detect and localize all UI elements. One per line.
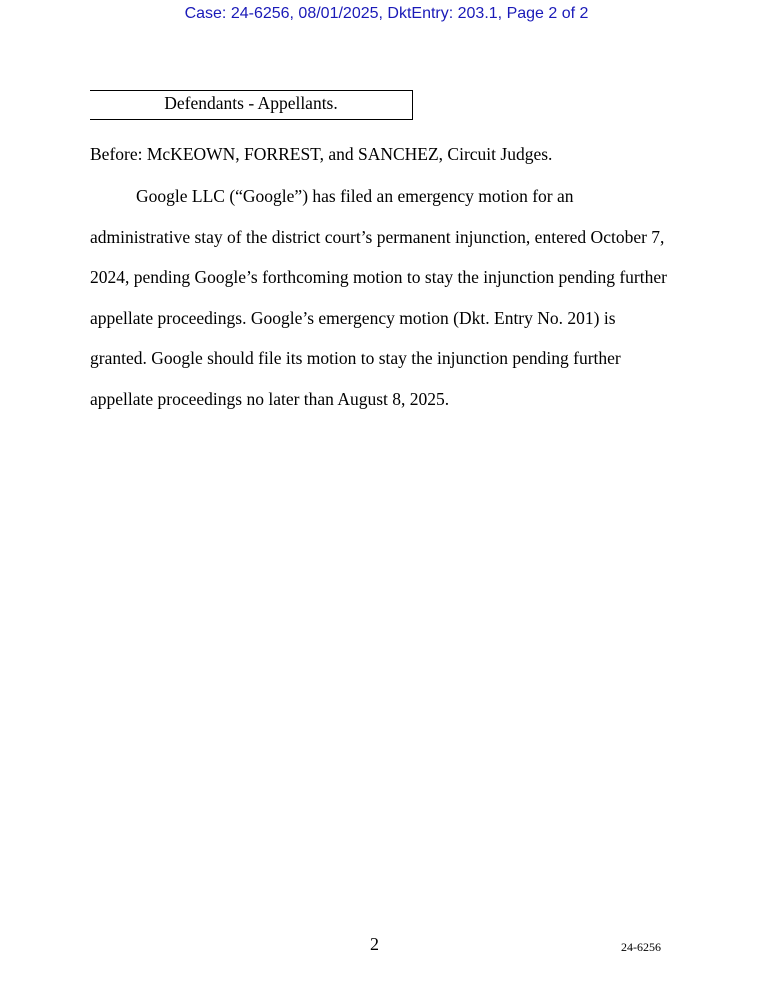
order-line: appellate proceedings no later than August 8, 2025. [90, 388, 450, 409]
party-designation: Defendants - Appellants. [164, 93, 338, 113]
order-line: administrative stay of the district court’s permanent injunction, entered October 7, [90, 226, 665, 247]
order-paragraph [90, 176, 690, 420]
order-line: 2024, pending Google’s forthcoming motion to stay the injunction pending further [90, 267, 667, 288]
order-line: appellate proceedings. Google’s emergency motion (Dkt. Entry No. 201) is [90, 307, 616, 328]
panel-judges-line: Before: McKEOWN, FORREST, and SANCHEZ, Circuit Judges. [90, 144, 553, 164]
footer-case-number: 24-6256 [621, 940, 661, 954]
page-number: 2 [370, 934, 379, 954]
caption-box [90, 90, 413, 120]
order-line: granted. Google should file its motion to stay the injunction pending further [90, 348, 621, 369]
case-header-stamp: Case: 24-6256, 08/01/2025, DktEntry: 203.1, Page 2 of 2 [184, 5, 589, 22]
order-line: Google LLC (“Google”) has filed an emergency motion for an [136, 186, 574, 206]
